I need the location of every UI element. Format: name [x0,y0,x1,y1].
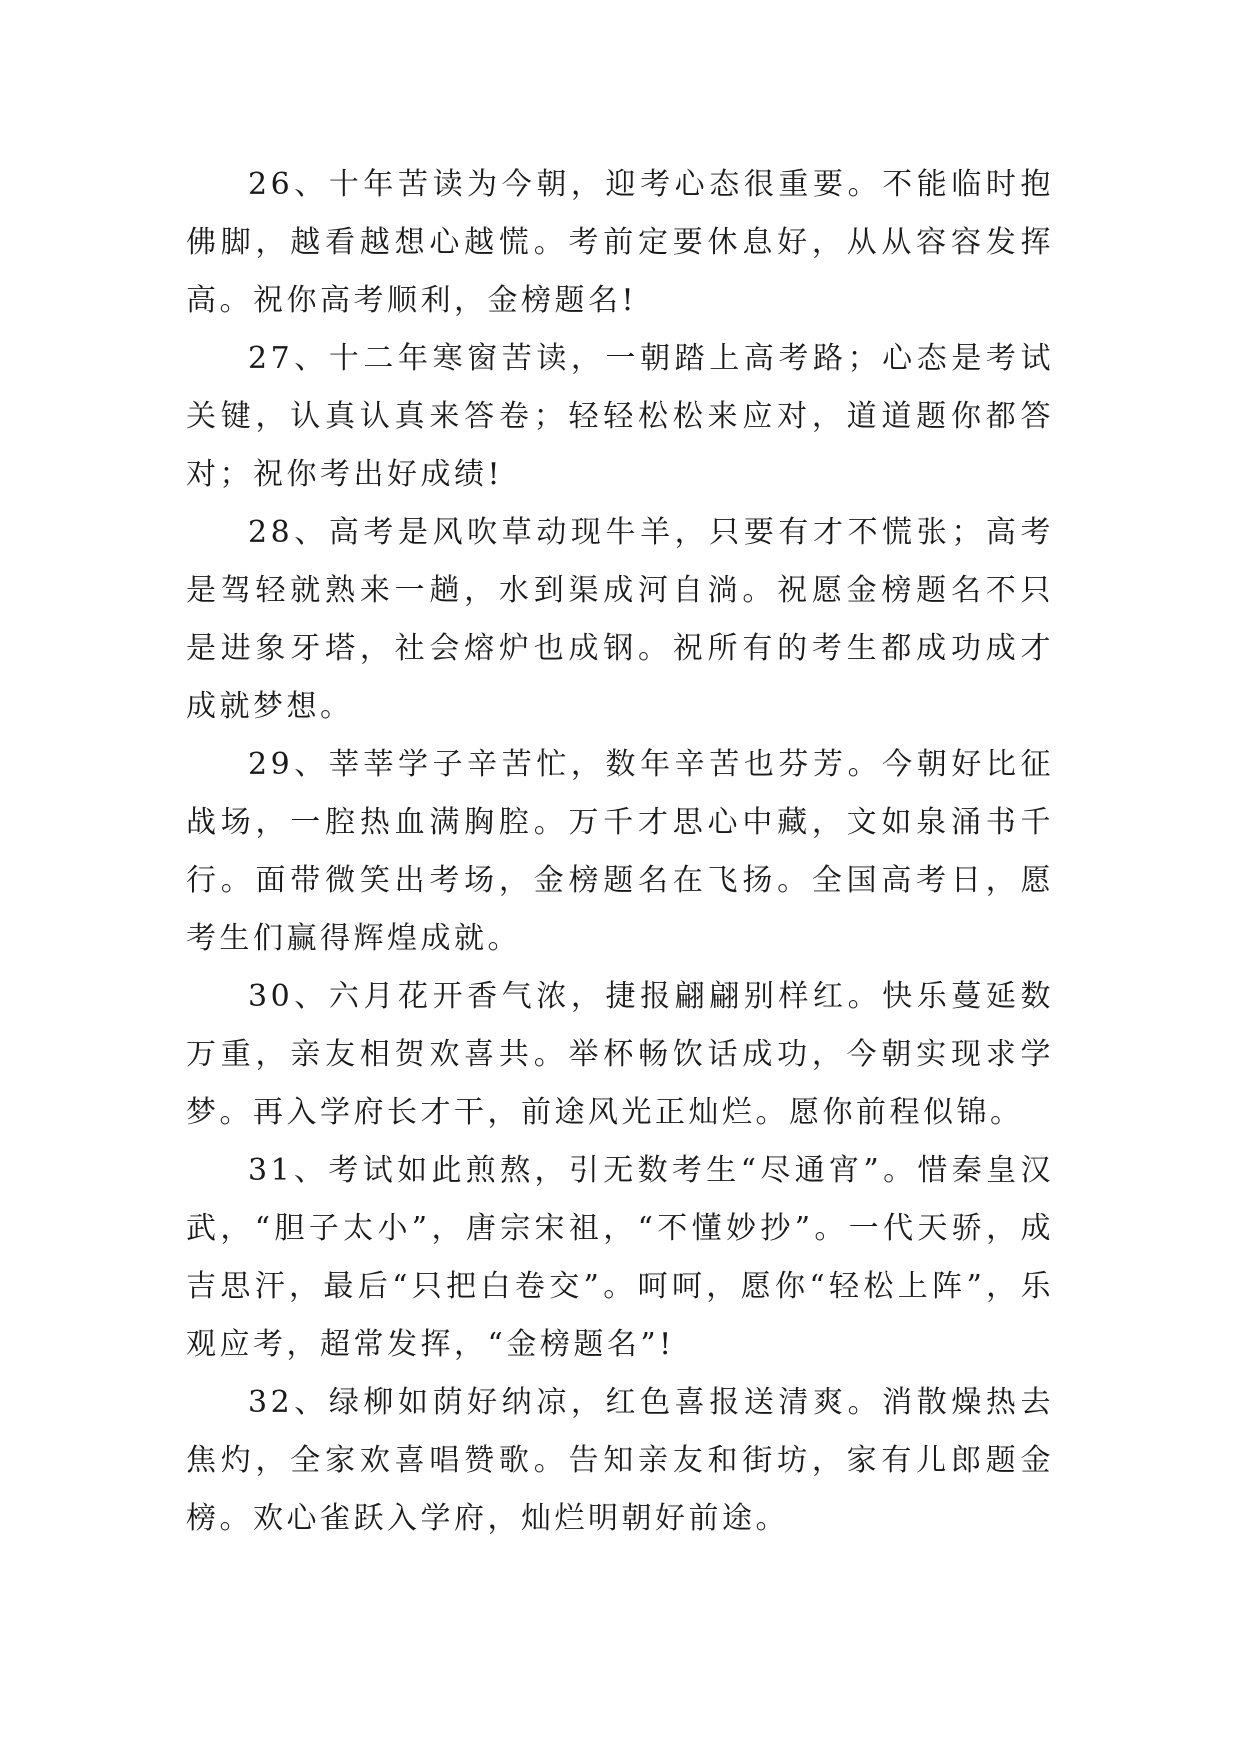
paragraph-30: 30、六月花开香气浓，捷报翩翩别样红。快乐蔓延数万重，亲友相贺欢喜共。举杯畅饮话成功，今朝实现求学梦。再入学府长才干，前途风光正灿烂。愿你前程似锦。 [186,979,1054,1130]
paragraph-29: 29、莘莘学子辛苦忙，数年辛苦也芬芳。今朝好比征战场，一腔热血满胸腔。万千才思心中藏，文如泉涌书千行。面带微笑出考场，金榜题名在飞扬。全国高考日，愿考生们赢得辉煌成就。 [186,747,1054,956]
paragraph-26: 26、十年苦读为今朝，迎考心态很重要。不能临时抱佛脚，越看越想心越慌。考前定要休息好，从从容容发挥高。祝你高考顺利，金榜题名! [186,167,1054,318]
paragraph-31: 31、考试如此煎熬，引无数考生“尽通宵”。惜秦皇汉武，“胆子太小”，唐宗宋祖，“不懂妙抄”。一代天骄，成吉思汗，最后“只把白卷交”。呵呵，愿你“轻松上阵”，乐观应考，超常发挥，“金榜题名”! [186,1153,1054,1362]
document-body [186,156,1054,1548]
paragraph-32: 32、绿柳如荫好纳凉，红色喜报送清爽。消散燥热去焦灼，全家欢喜唱赞歌。告知亲友和街坊，家有儿郎题金榜。欢心雀跃入学府，灿烂明朝好前途。 [186,1385,1054,1536]
paragraph-27: 27、十二年寒窗苦读，一朝踏上高考路；心态是考试关键，认真认真来答卷；轻轻松松来应对，道道题你都答对；祝你考出好成绩! [186,341,1054,492]
paragraph-28: 28、高考是风吹草动现牛羊，只要有才不慌张；高考是驾轻就熟来一趟，水到渠成河自淌。祝愿金榜题名不只是进象牙塔，社会熔炉也成钢。祝所有的考生都成功成才成就梦想。 [186,515,1054,724]
